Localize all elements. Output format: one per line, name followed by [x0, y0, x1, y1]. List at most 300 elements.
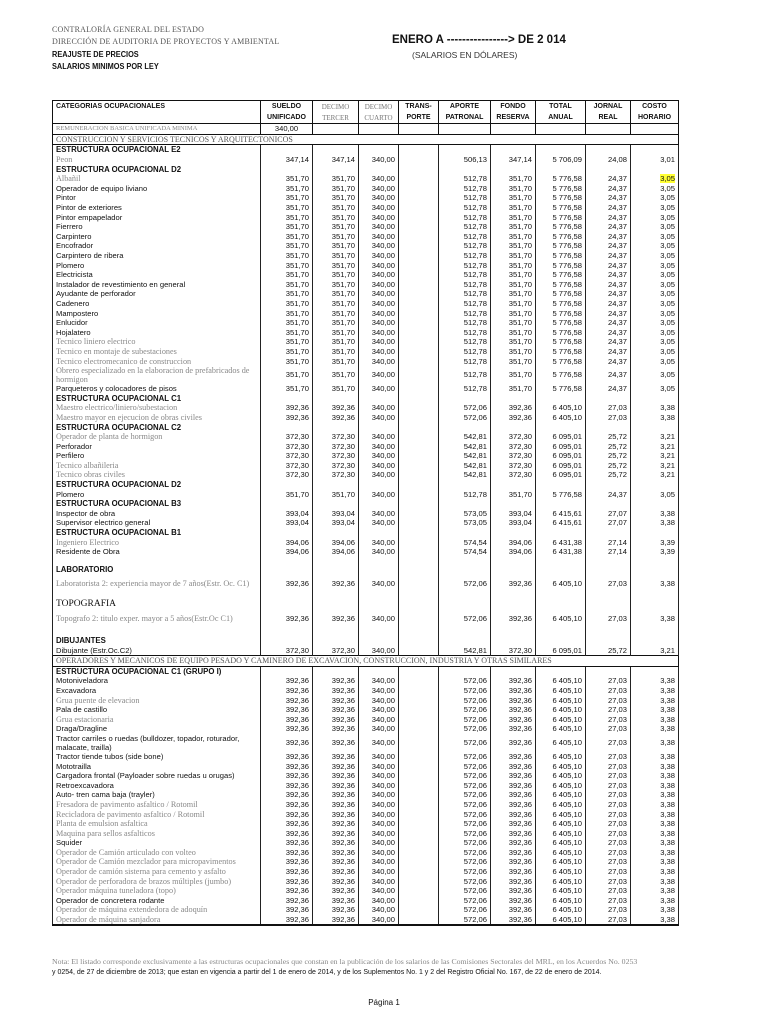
table-row	[53, 251, 679, 261]
cell-value: 24,37	[586, 260, 631, 270]
cell-value	[399, 876, 439, 886]
cell-value: 3,39	[631, 537, 679, 547]
cell-value: 372,30	[261, 432, 313, 442]
cell-empty	[536, 592, 586, 610]
cell-empty	[586, 393, 631, 403]
cell-value: 572,06	[439, 761, 491, 771]
cell-empty	[399, 666, 439, 676]
group-title: TOPOGRAFIA	[53, 592, 261, 610]
cell-value: 340,00	[359, 574, 399, 592]
group-title: DIBUJANTES	[53, 628, 261, 646]
cell-value: 351,70	[491, 251, 536, 261]
cell-value: 351,70	[261, 327, 313, 337]
cell-value: 392,36	[261, 876, 313, 886]
occupation-label: Pala de castillo	[53, 705, 261, 715]
cell-value: 340,00	[359, 251, 399, 261]
table-row	[53, 686, 679, 696]
cell-value: 572,06	[439, 896, 491, 906]
cell-value: 392,36	[313, 752, 359, 762]
cell-value: 340,00	[359, 451, 399, 461]
cell-value: 392,36	[313, 800, 359, 810]
cell-empty	[313, 124, 359, 135]
table-row	[53, 537, 679, 547]
cell-empty	[261, 666, 313, 676]
cell-value: 25,72	[586, 645, 631, 655]
cell-value	[399, 193, 439, 203]
cell-value: 340,00	[359, 645, 399, 655]
cell-value: 3,38	[631, 752, 679, 762]
cell-value: 372,30	[313, 470, 359, 480]
group-title-row	[53, 592, 679, 610]
cell-value: 351,70	[261, 347, 313, 357]
cell-empty	[491, 480, 536, 490]
cell-empty	[631, 557, 679, 575]
cell-value: 372,30	[313, 441, 359, 451]
table-row	[53, 203, 679, 213]
cell-value: 572,06	[439, 695, 491, 705]
cell-value: 392,36	[491, 828, 536, 838]
cell-value: 6 405,10	[536, 915, 586, 926]
cell-value	[399, 299, 439, 309]
cell-value: 351,70	[313, 337, 359, 347]
cell-value: 393,04	[261, 509, 313, 519]
cell-value: 340,00	[359, 308, 399, 318]
cell-empty	[359, 628, 399, 646]
cell-value: 392,36	[261, 838, 313, 848]
cell-value: 351,70	[491, 193, 536, 203]
cell-empty	[261, 145, 313, 155]
cell-empty	[261, 628, 313, 646]
occupation-label: Encofrador	[53, 241, 261, 251]
cell-value: 372,30	[313, 461, 359, 471]
cell-value: 393,04	[313, 518, 359, 528]
cell-value: 392,36	[491, 838, 536, 848]
cell-value: 3,38	[631, 828, 679, 838]
occupation-label: Parqueteros y colocadores de pisos	[53, 384, 261, 394]
table-row	[53, 489, 679, 499]
cell-value: 6 095,01	[536, 461, 586, 471]
cell-empty	[586, 628, 631, 646]
cell-empty	[439, 628, 491, 646]
table-row	[53, 771, 679, 781]
doc-subtitle: SALARIOS MINIMOS POR LEY	[52, 62, 159, 71]
cell-value: 572,06	[439, 828, 491, 838]
table-row	[53, 547, 679, 557]
group-title-row	[53, 393, 679, 403]
cell-value: 392,36	[491, 867, 536, 877]
cell-value: 392,36	[261, 734, 313, 752]
cell-value: 27,03	[586, 905, 631, 915]
cell-value: 512,78	[439, 203, 491, 213]
cell-value: 392,36	[491, 714, 536, 724]
cell-value	[399, 347, 439, 357]
cell-value: 3,05	[631, 289, 679, 299]
cell-empty	[359, 422, 399, 432]
cell-value: 3,05	[631, 212, 679, 222]
cell-value	[399, 384, 439, 394]
cell-value: 340,00	[359, 734, 399, 752]
occupation-label: Topografo 2: titulo exper. mayor a 5 años(Estr.Oc C1)	[53, 610, 261, 628]
cell-value: 3,05	[631, 203, 679, 213]
cell-value: 27,03	[586, 857, 631, 867]
cell-value: 5 776,58	[536, 222, 586, 232]
cell-value: 351,70	[261, 260, 313, 270]
occupation-label: Recicladora de pavimento asfaltico / Rotomil	[53, 809, 261, 819]
cell-value	[399, 470, 439, 480]
cell-empty	[261, 528, 313, 538]
cell-value: 392,36	[313, 714, 359, 724]
cell-value: 392,36	[261, 724, 313, 734]
cell-value: 3,38	[631, 809, 679, 819]
cell-value: 3,21	[631, 441, 679, 451]
cell-value	[399, 289, 439, 299]
cell-value: 351,70	[491, 241, 536, 251]
row-label: REMUNERACION BASICA UNIFICADA MINIMA	[53, 124, 261, 135]
cell-value	[399, 724, 439, 734]
cell-value: 340,00	[359, 241, 399, 251]
cell-value: 3,38	[631, 800, 679, 810]
cell-value: 392,36	[313, 734, 359, 752]
cell-value: 6 095,01	[536, 451, 586, 461]
cell-value: 5 776,58	[536, 232, 586, 242]
cell-value: 3,38	[631, 867, 679, 877]
cell-value: 392,36	[491, 695, 536, 705]
cell-value: 5 776,58	[536, 318, 586, 328]
cell-value: 340,00	[359, 905, 399, 915]
cell-value	[399, 857, 439, 867]
cell-value: 351,70	[491, 489, 536, 499]
cell-value	[399, 547, 439, 557]
cell-value: 24,37	[586, 384, 631, 394]
cell-value: 394,06	[491, 547, 536, 557]
cell-empty	[536, 393, 586, 403]
occupation-label: Perforador	[53, 441, 261, 451]
cell-value: 6 405,10	[536, 790, 586, 800]
cell-value: 572,06	[439, 780, 491, 790]
table-row	[53, 413, 679, 423]
cell-value	[399, 518, 439, 528]
cell-value: 392,36	[313, 838, 359, 848]
cell-value: 512,78	[439, 174, 491, 184]
cell-empty	[536, 528, 586, 538]
cell-value: 572,06	[439, 610, 491, 628]
occupation-label: Retroexcavadora	[53, 780, 261, 790]
cell-value: 27,03	[586, 886, 631, 896]
cell-value: 5 776,58	[536, 280, 586, 290]
cell-value: 27,03	[586, 780, 631, 790]
cell-value: 351,70	[491, 280, 536, 290]
cell-value: 512,78	[439, 184, 491, 194]
cell-empty	[536, 628, 586, 646]
cell-value: 372,30	[491, 432, 536, 442]
cell-value: 392,36	[313, 780, 359, 790]
cell-empty	[439, 393, 491, 403]
cell-value: 3,39	[631, 547, 679, 557]
cell-value: 512,78	[439, 384, 491, 394]
cell-value: 3,38	[631, 771, 679, 781]
cell-value: 340,00	[359, 780, 399, 790]
cell-value: 3,05	[631, 241, 679, 251]
cell-value: 27,03	[586, 574, 631, 592]
occupation-label: Residente de Obra	[53, 547, 261, 557]
column-header: TERCER	[313, 112, 359, 124]
cell-value: 372,30	[491, 451, 536, 461]
cell-value: 351,70	[313, 260, 359, 270]
cell-value: 392,36	[261, 610, 313, 628]
cell-value: 3,05	[631, 193, 679, 203]
cell-value: 393,04	[261, 518, 313, 528]
cell-empty	[491, 628, 536, 646]
cell-value: 392,36	[491, 905, 536, 915]
cell-empty	[313, 628, 359, 646]
cell-value: 351,70	[313, 251, 359, 261]
table-row	[53, 222, 679, 232]
cell-value: 340,00	[359, 384, 399, 394]
cell-value: 512,78	[439, 193, 491, 203]
cell-value: 3,38	[631, 896, 679, 906]
period-subheading: (SALARIOS EN DÓLARES)	[412, 50, 518, 60]
cell-value: 392,36	[491, 403, 536, 413]
cell-value: 392,36	[491, 809, 536, 819]
cell-value: 3,05	[631, 318, 679, 328]
cell-value: 351,70	[491, 289, 536, 299]
cell-empty	[536, 124, 586, 135]
cell-value	[399, 752, 439, 762]
cell-value: 6 405,10	[536, 724, 586, 734]
cell-value: 351,70	[313, 280, 359, 290]
cell-empty	[313, 422, 359, 432]
occupation-label: Maestro electrico/liniero/subestacion	[53, 403, 261, 413]
column-header: DECIMO	[359, 101, 399, 113]
cell-empty	[586, 528, 631, 538]
cell-empty	[399, 145, 439, 155]
cell-value: 542,81	[439, 645, 491, 655]
table-row	[53, 280, 679, 290]
table-row	[53, 574, 679, 592]
cell-value: 392,36	[261, 886, 313, 896]
cell-value: 392,36	[491, 761, 536, 771]
group-title: ESTRUCTURA OCUPACIONAL E2	[53, 145, 261, 155]
cell-empty	[261, 164, 313, 174]
cell-value: 347,14	[491, 155, 536, 165]
table-row	[53, 432, 679, 442]
cell-empty	[399, 124, 439, 135]
cell-value: 372,30	[313, 451, 359, 461]
cell-value: 340,00	[359, 518, 399, 528]
cell-value: 340,00	[359, 347, 399, 357]
cell-empty	[536, 145, 586, 155]
table-row	[53, 828, 679, 838]
cell-value: 574,54	[439, 547, 491, 557]
cell-value: 512,78	[439, 270, 491, 280]
cell-value: 351,70	[491, 260, 536, 270]
cell-value	[399, 280, 439, 290]
cell-value: 340,00	[359, 184, 399, 194]
table-row	[53, 734, 679, 752]
table-row	[53, 299, 679, 309]
table-row	[53, 905, 679, 915]
cell-empty	[313, 528, 359, 538]
cell-value: 392,36	[261, 915, 313, 926]
cell-value: 572,06	[439, 876, 491, 886]
cell-value: 3,21	[631, 432, 679, 442]
period-heading: ENERO A ----------------> DE 2 014	[392, 34, 566, 46]
cell-value: 5 776,58	[536, 174, 586, 184]
cell-value: 27,03	[586, 800, 631, 810]
cell-value: 5 776,58	[536, 184, 586, 194]
cell-empty	[631, 499, 679, 509]
cell-value: 392,36	[313, 905, 359, 915]
cell-value	[399, 686, 439, 696]
department-name: DIRECCIÓN DE AUDITORIA DE PROYECTOS Y AMBIENTAL	[52, 37, 280, 46]
cell-value: 572,06	[439, 413, 491, 423]
table-row	[53, 461, 679, 471]
cell-value	[399, 867, 439, 877]
cell-empty	[313, 557, 359, 575]
cell-value: 3,38	[631, 518, 679, 528]
cell-value: 351,70	[261, 251, 313, 261]
cell-value: 6 405,10	[536, 867, 586, 877]
cell-value	[399, 734, 439, 752]
cell-value	[399, 761, 439, 771]
cell-value: 3,38	[631, 413, 679, 423]
cell-value	[399, 819, 439, 829]
cell-value: 512,78	[439, 289, 491, 299]
table-body	[53, 124, 679, 926]
cell-value	[399, 695, 439, 705]
occupation-label: Maestro mayor en ejecucion de obras civiles	[53, 413, 261, 423]
cell-value: 6 405,10	[536, 780, 586, 790]
cell-value: 392,36	[261, 705, 313, 715]
cell-value: 351,70	[491, 337, 536, 347]
occupation-label: Albañil	[53, 174, 261, 184]
table-row	[53, 470, 679, 480]
occupation-label: Excavadora	[53, 686, 261, 696]
cell-value: 572,06	[439, 752, 491, 762]
cell-value: 3,21	[631, 451, 679, 461]
table-row	[53, 857, 679, 867]
cell-value: 392,36	[261, 761, 313, 771]
cell-value: 572,06	[439, 819, 491, 829]
cell-value: 3,05	[631, 384, 679, 394]
cell-value	[399, 537, 439, 547]
cell-value: 392,36	[261, 714, 313, 724]
cell-value	[399, 838, 439, 848]
cell-value: 351,70	[261, 280, 313, 290]
cell-value: 351,70	[313, 366, 359, 384]
cell-value: 392,36	[313, 676, 359, 686]
group-title-row	[53, 528, 679, 538]
occupation-label: Obrero especializado en la elaboracion de prefabricados de hormigon	[53, 366, 261, 384]
cell-empty	[261, 422, 313, 432]
cell-value: 3,05	[631, 222, 679, 232]
cell-value: 351,70	[313, 241, 359, 251]
cell-value: 392,36	[261, 857, 313, 867]
cell-value	[399, 327, 439, 337]
cell-empty	[399, 393, 439, 403]
cell-value: 512,78	[439, 337, 491, 347]
cell-value: 6 405,10	[536, 761, 586, 771]
footnote-line-1: Nota: El listado corresponde exclusivamente a las estructuras ocupacionales que constan en la publicación de los salarios de las Comisiones Sectorales del MRL, en los Acuerdos No. 0253	[52, 957, 638, 966]
cell-value: 3,38	[631, 403, 679, 413]
cell-value: 24,37	[586, 318, 631, 328]
cell-value: 512,78	[439, 308, 491, 318]
cell-value: 572,06	[439, 574, 491, 592]
table-row	[53, 886, 679, 896]
cell-value: 573,05	[439, 518, 491, 528]
group-title: ESTRUCTURA OCUPACIONAL D2	[53, 480, 261, 490]
cell-value: 3,38	[631, 705, 679, 715]
table-row	[53, 714, 679, 724]
cell-value: 572,06	[439, 857, 491, 867]
cell-value: 340,00	[359, 222, 399, 232]
occupation-label: Operador de máquina sanjadora	[53, 915, 261, 926]
occupation-label: Mototrailla	[53, 761, 261, 771]
cell-empty	[313, 666, 359, 676]
column-header: CATEGORIAS OCUPACIONALES	[53, 101, 261, 113]
column-header: DECIMO	[313, 101, 359, 113]
cell-value: 392,36	[261, 905, 313, 915]
table-row	[53, 819, 679, 829]
table-row	[53, 809, 679, 819]
cell-value: 25,72	[586, 432, 631, 442]
cell-value	[399, 705, 439, 715]
cell-value: 392,36	[261, 413, 313, 423]
table-row	[53, 155, 679, 165]
group-title-row	[53, 628, 679, 646]
cell-value: 5 776,58	[536, 366, 586, 384]
cell-empty	[399, 480, 439, 490]
cell-value: 351,70	[313, 318, 359, 328]
cell-empty	[313, 164, 359, 174]
cell-value: 392,36	[261, 848, 313, 858]
cell-value: 542,81	[439, 432, 491, 442]
cell-value: 340,00	[359, 403, 399, 413]
cell-value: 572,06	[439, 734, 491, 752]
cell-value: 351,70	[261, 222, 313, 232]
cell-value: 6 405,10	[536, 734, 586, 752]
cell-value: 351,70	[491, 212, 536, 222]
cell-value: 340,00	[359, 610, 399, 628]
cell-value: 392,36	[313, 574, 359, 592]
cell-empty	[631, 164, 679, 174]
occupation-label: Ingeniero Electrico	[53, 537, 261, 547]
cell-value: 3,38	[631, 695, 679, 705]
column-header: SUELDO	[261, 101, 313, 113]
cell-empty	[491, 666, 536, 676]
cell-value: 3,38	[631, 574, 679, 592]
occupation-label: Squider	[53, 838, 261, 848]
cell-value: 3,05	[631, 366, 679, 384]
table-row	[53, 509, 679, 519]
cell-value: 3,05	[631, 299, 679, 309]
cell-value: 3,38	[631, 838, 679, 848]
cell-value	[399, 509, 439, 519]
cell-value: 340,00	[359, 695, 399, 705]
cell-value: 392,36	[313, 896, 359, 906]
section-banner	[53, 134, 679, 145]
occupation-label: Maquina para sellos asfalticos	[53, 828, 261, 838]
cell-value: 6 415,61	[536, 518, 586, 528]
cell-value: 27,03	[586, 838, 631, 848]
cell-empty	[536, 164, 586, 174]
cell-value: 27,03	[586, 403, 631, 413]
cell-value: 6 405,10	[536, 574, 586, 592]
cell-value: 340,00	[359, 432, 399, 442]
cell-value: 340,00	[359, 848, 399, 858]
cell-value: 351,70	[313, 327, 359, 337]
occupation-label: Hojalatero	[53, 327, 261, 337]
